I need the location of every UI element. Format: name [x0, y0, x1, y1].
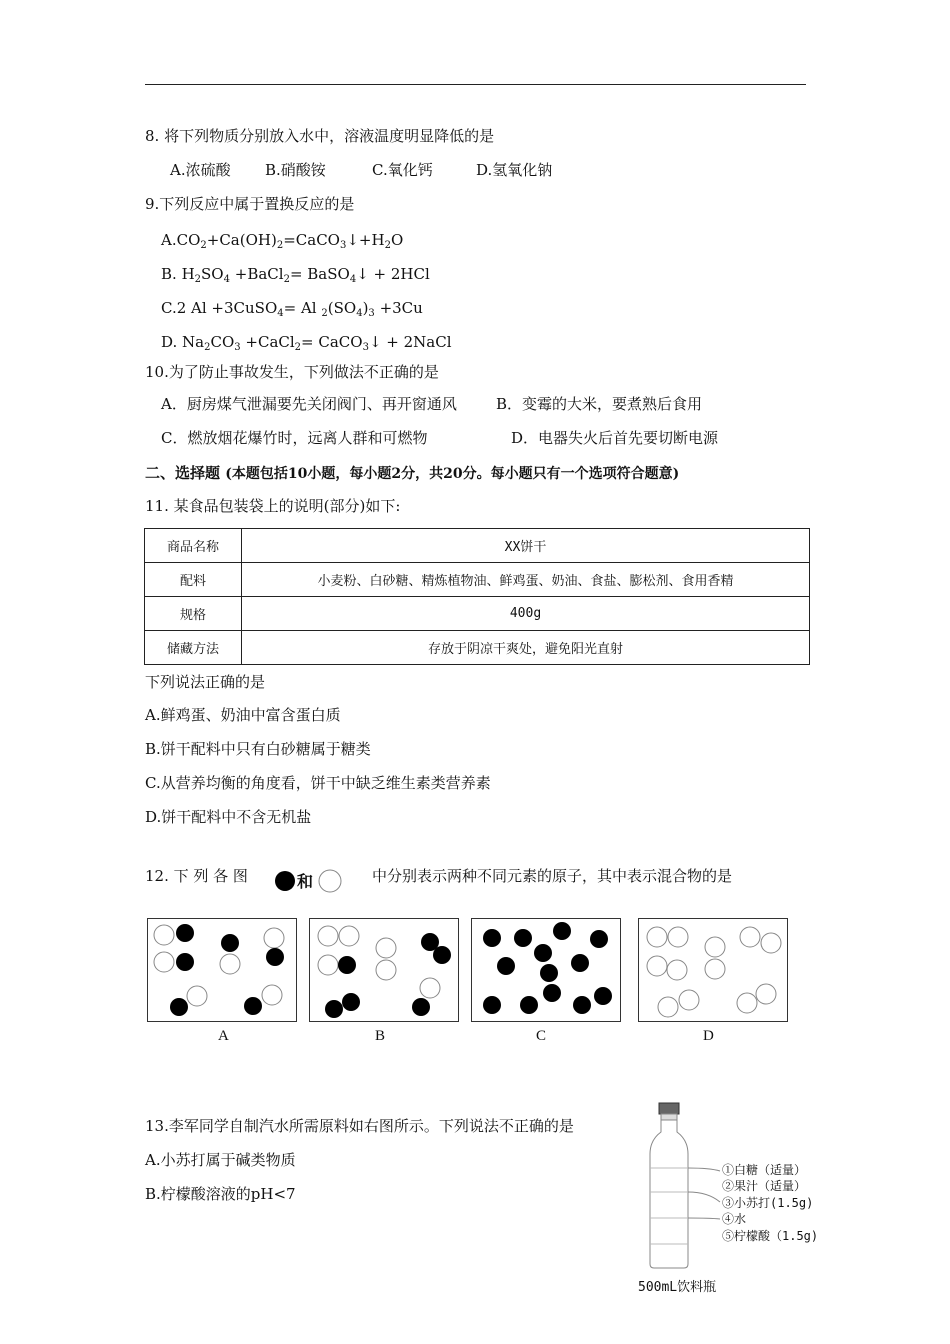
- panel-c-label: C: [536, 1028, 547, 1044]
- table-value: 小麦粉、白砂糖、精炼植物油、鲜鸡蛋、奶油、食盐、膨松剂、食用香精: [242, 563, 810, 597]
- panel-c-atoms: [472, 919, 620, 1021]
- q10-stem: 10.为了防止事故发生，下列做法不正确的是: [145, 363, 439, 381]
- q11-option-a: A.鲜鸡蛋、奶油中富含蛋白质: [145, 706, 341, 724]
- table-row: [145, 529, 810, 563]
- q8-option-d: D.氢氧化钠: [476, 161, 553, 179]
- q9-option-b: B. $H_2SO_4$ +BaCl$_2$= BaSO$_4$↓ + 2HCl: [161, 265, 430, 285]
- panel-d-atoms: [639, 919, 787, 1021]
- q13-option-a: A.小苏打属于碱类物质: [145, 1151, 296, 1169]
- table-value: 400g: [242, 597, 810, 631]
- bottle-icon: [640, 1098, 730, 1273]
- q8-option-b: B.硝酸铵: [265, 161, 326, 179]
- q8-option-a: A.浓硫酸: [170, 161, 231, 179]
- food-label-table: [144, 528, 810, 665]
- section2-note: (本题包括10小题，每小题2分，共20分。每小题只有一个选项符合题意): [225, 466, 680, 482]
- ingredient-item: ⑤柠檬酸（1.5g): [722, 1229, 819, 1243]
- q13-option-b: B.柠檬酸溶液的pH<7: [145, 1185, 296, 1203]
- q12-stem-pre: 12. 下 列 各 图: [145, 867, 248, 885]
- panel-a-label: A: [218, 1028, 229, 1044]
- ingredient-item: ③小苏打(1.5g): [722, 1196, 814, 1210]
- panel-b-label: B: [375, 1028, 386, 1044]
- panel-b: [309, 918, 459, 1022]
- q10-option-a: A．厨房煤气泄漏要先关闭阀门、再开窗通风: [161, 395, 457, 413]
- white-atom-icon: [319, 870, 341, 892]
- q12-stem-post: 中分别表示两种不同元素的原子，其中表示混合物的是: [372, 867, 733, 885]
- panel-d-label: D: [703, 1028, 714, 1044]
- q11-option-b: B.饼干配料中只有白砂糖属于糖类: [145, 740, 371, 758]
- table-value: XX饼干: [242, 529, 810, 563]
- q11-stem: 11. 某食品包装袋上的说明(部分)如下:: [145, 497, 401, 515]
- table-row: [145, 631, 810, 665]
- q9-option-d: D. $Na_2CO_3$ +CaCl$_2$= CaCO$_3$↓ + 2NaCl: [161, 333, 452, 353]
- q10-option-c: C．燃放烟花爆竹时，远离人群和可燃物: [161, 429, 428, 447]
- table-value: 存放于阴凉干爽处，避免阳光直射: [242, 631, 810, 665]
- ingredient-item: ②果汁（适量）: [722, 1179, 807, 1193]
- header-rule: [145, 84, 806, 85]
- panel-c: [471, 918, 621, 1022]
- q9-option-c: C.2 Al +3CuSO$_4$= Al $_2(SO_4)_3 +3Cu$: [161, 299, 423, 319]
- table-row: [145, 563, 810, 597]
- q10-option-b: B．变霉的大米，要煮熟后食用: [496, 395, 703, 413]
- panel-b-atoms: [310, 919, 458, 1021]
- q11-option-c: C.从营养均衡的角度看，饼干中缺乏维生素类营养素: [145, 774, 491, 792]
- table-key: 配料: [145, 563, 242, 597]
- ingredient-item: ④水: [722, 1212, 747, 1226]
- table-row: [145, 597, 810, 631]
- legend-and: 和: [297, 872, 314, 891]
- q8-option-c: C.氧化钙: [372, 161, 433, 179]
- ingredient-item: ①白糖（适量）: [722, 1163, 807, 1177]
- panel-a-atoms: [148, 919, 296, 1021]
- q9-stem: 9.下列反应中属于置换反应的是: [145, 195, 355, 213]
- table-key: 储藏方法: [145, 631, 242, 665]
- q9-option-a: $A.CO_2+Ca(OH)_2=CaCO_3↓+H_2O$: [161, 231, 404, 251]
- black-atom-icon: [275, 871, 295, 891]
- section2-heading: [145, 463, 679, 484]
- section2-title: 二、选择题: [145, 464, 221, 482]
- q13-stem: 13.李军同学自制汽水所需原料如右图所示。下列说法不正确的是: [145, 1117, 574, 1135]
- q11-option-d: D.饼干配料中不含无机盐: [145, 808, 312, 826]
- q10-option-d: D．电器失火后首先要切断电源: [511, 429, 719, 447]
- bottle-caption: 500mL饮料瓶: [638, 1280, 717, 1295]
- q8-stem: 8. 将下列物质分别放入水中，溶液温度明显降低的是: [145, 127, 495, 145]
- table-key: 商品名称: [145, 529, 242, 563]
- q8-options: [170, 160, 552, 180]
- q11-after: 下列说法正确的是: [145, 673, 266, 691]
- panel-a: [147, 918, 297, 1022]
- panel-d: [638, 918, 788, 1022]
- table-key: 规格: [145, 597, 242, 631]
